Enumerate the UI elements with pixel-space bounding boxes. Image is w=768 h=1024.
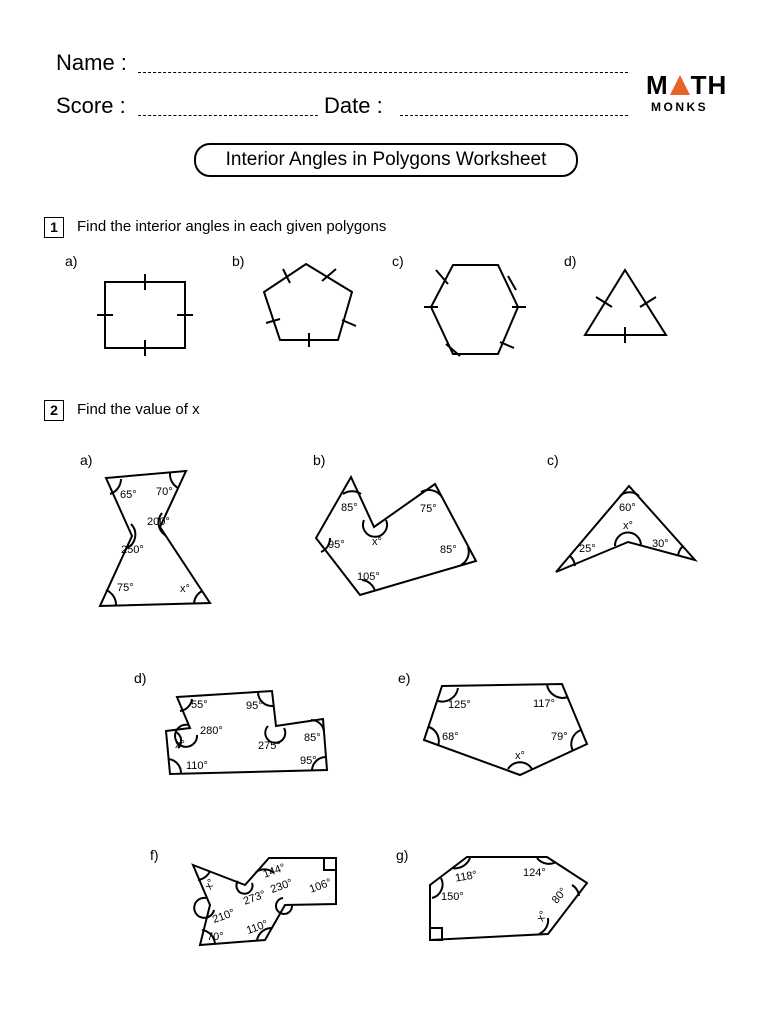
q2d-angle-275: 275° (258, 740, 281, 752)
q1-instruction: Find the interior angles in each given polygons (77, 218, 387, 235)
q2e-polygon (424, 684, 587, 775)
q2-instruction: Find the value of x (77, 401, 200, 418)
q2e-angle-x: x° (515, 750, 525, 762)
q2g-angle-80: 80° (549, 885, 570, 907)
q1-number: 1 (44, 217, 64, 238)
q2b-polygon (316, 477, 476, 595)
q2b-angle-x: x° (372, 536, 382, 548)
q2f-angle-273: 273° (241, 888, 268, 908)
q2-label-c: c) (547, 452, 559, 468)
worksheet-title: Interior Angles in Polygons Worksheet (194, 143, 578, 177)
q2a-angle-75: 75° (117, 582, 134, 594)
q2e-angle-117: 117° (533, 698, 555, 710)
q2e-angle-125: 125° (448, 699, 471, 711)
q1-pentagon (264, 264, 356, 347)
q2f-angle-70: 70° (207, 931, 224, 943)
q2-label-b: b) (313, 452, 326, 468)
q1-hexagon (424, 265, 526, 356)
q2e-angle-68: 68° (442, 731, 459, 743)
q2a-angle-200: 200° (147, 516, 170, 528)
q2f-angle-230: 230° (268, 876, 295, 896)
q2a-angle-65: 65° (120, 489, 137, 501)
q2b-angle-85a: 85° (341, 502, 358, 514)
logo-monks: MONKS (651, 100, 709, 114)
q2b-angle-105: 105° (357, 571, 380, 583)
q2-number: 2 (44, 400, 64, 421)
q2f-angle-210: 210° (210, 906, 237, 926)
q2d-angle-280: 280° (200, 725, 223, 737)
q2a-angle-70: 70° (156, 486, 173, 498)
q2d-angle-x: x° (175, 739, 185, 751)
q2d-angle-55: 55° (191, 699, 208, 711)
q2d-angle-95a: 95° (246, 700, 263, 712)
q1-label-c: c) (392, 253, 404, 269)
q2f-angle-x: x° (202, 877, 219, 892)
q2b-angle-85b: 85° (440, 544, 457, 556)
q2g-angle-150: 150° (441, 891, 464, 903)
q2c-angle-x: x° (623, 520, 633, 532)
q2a-angle-x: x° (180, 583, 190, 595)
logo-math-prefix: M (646, 70, 669, 100)
q1-rectangle (97, 274, 193, 356)
q2g-angle-x: x° (534, 909, 551, 924)
q2c-angle-25: 25° (579, 543, 596, 555)
q2b-angle-95: 95° (328, 539, 345, 551)
q2f-angle-110: 110° (244, 918, 270, 937)
q2-label-f: f) (150, 847, 159, 863)
score-label: Score : (56, 93, 126, 118)
q2-label-a: a) (80, 452, 93, 468)
q2a-angle-250: 250° (121, 544, 144, 556)
q2f-angle-144: 144° (261, 861, 287, 881)
q2-label-g: g) (396, 847, 409, 863)
q2c-angle-60: 60° (619, 502, 636, 514)
q2d-angle-110: 110° (186, 760, 208, 772)
q2g-angle-118: 118° (454, 869, 478, 885)
q2d-angle-95b: 95° (300, 755, 317, 767)
q2c-angle-30: 30° (652, 538, 669, 550)
q2-label-d: d) (134, 670, 147, 686)
q1-label-a: a) (65, 253, 78, 269)
q2f-angle-106: 106° (307, 876, 334, 896)
q2b-angle-75: 75° (420, 503, 437, 515)
q2e-angle-79: 79° (551, 731, 568, 743)
date-label: Date : (324, 93, 383, 118)
q1-label-d: d) (564, 253, 577, 269)
q2d-angle-85: 85° (304, 732, 321, 744)
q2g-angle-124: 124° (523, 867, 546, 879)
q2-label-e: e) (398, 670, 411, 686)
logo-math-suffix: TH (690, 70, 728, 100)
q1-triangle (585, 270, 666, 343)
q1-label-b: b) (232, 253, 245, 269)
name-label: Name : (56, 50, 127, 75)
